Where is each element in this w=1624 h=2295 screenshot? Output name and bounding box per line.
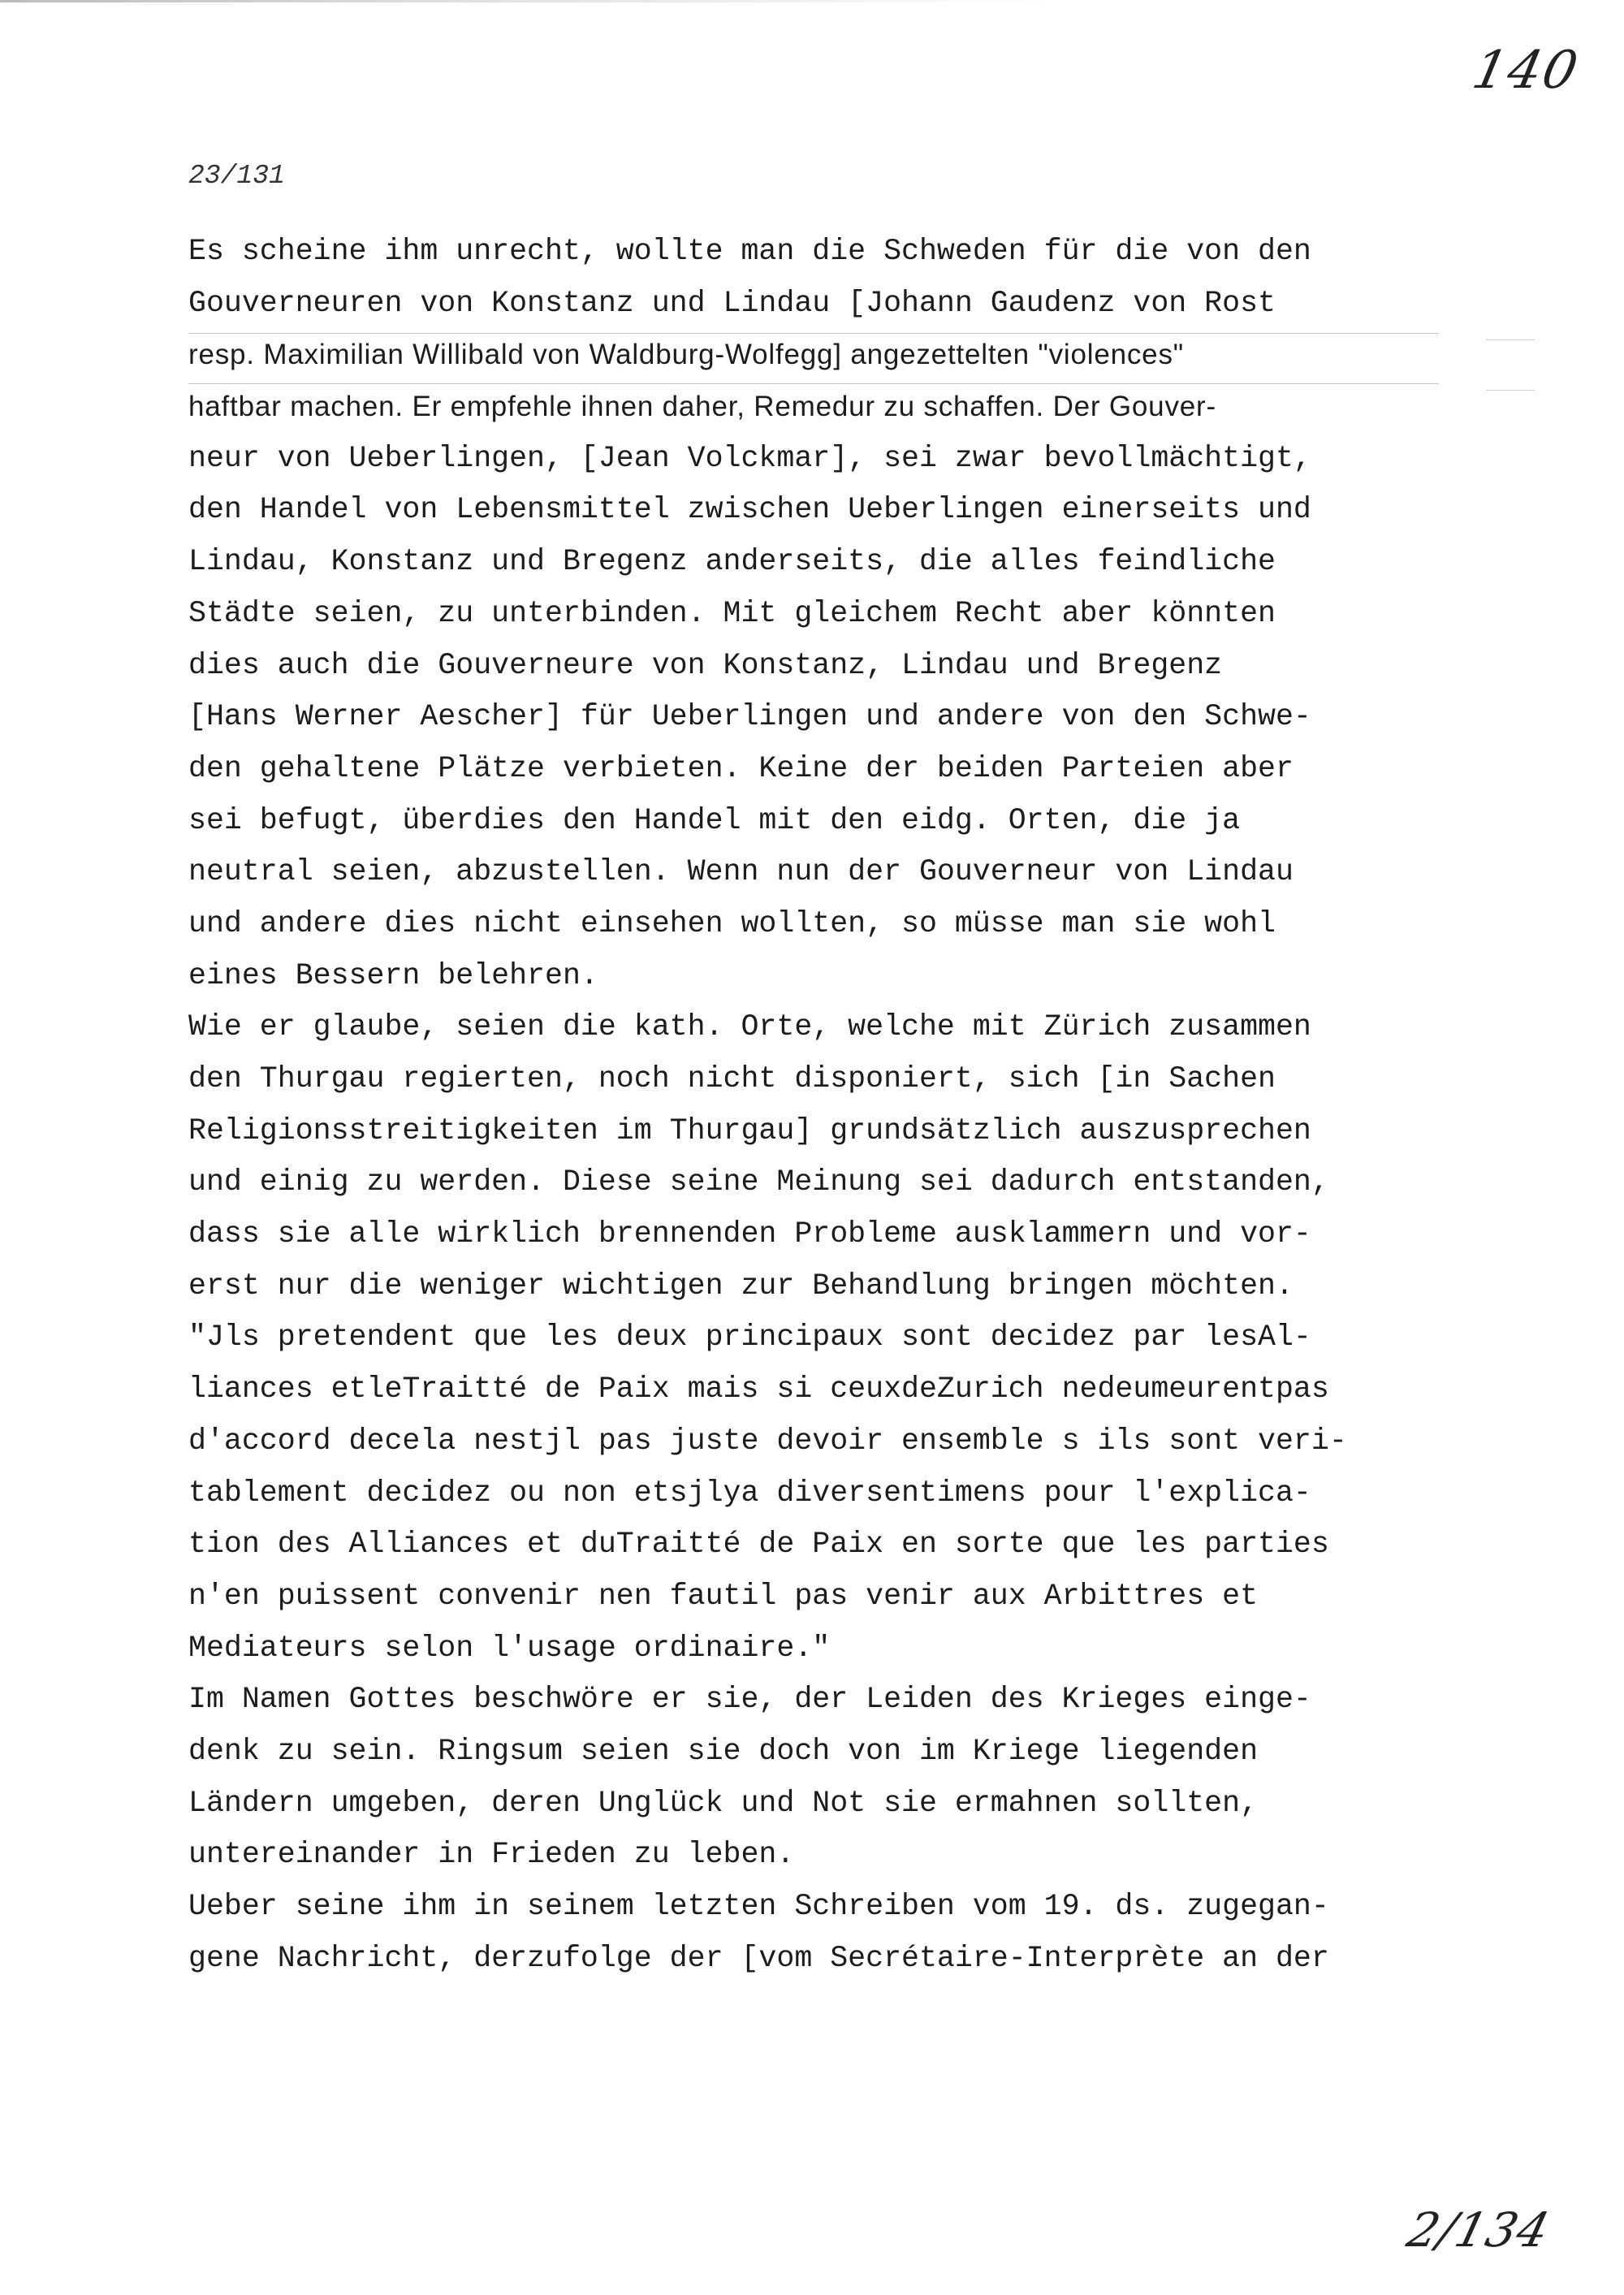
handwritten-page-mark: 2/134 — [1402, 2202, 1556, 2258]
text-line: Mediateurs selon l'usage ordinaire." — [188, 1631, 831, 1665]
text-line: Städte seien, zu unterbinden. Mit gleichem Recht aber könnten — [188, 596, 1276, 630]
text-line: n'en puissent convenir nen fautil pas venir aux Arbittres et — [188, 1579, 1259, 1613]
text-line: liances etleTraitté de Paix mais si ceuxdeZurich nedeumeurentpas — [188, 1372, 1329, 1407]
text-line: Gouverneuren von Konstanz und Lindau [Johann Gaudenz von Rost — [188, 286, 1276, 320]
correction-stroke — [1486, 339, 1535, 340]
text-line: den Thurgau regierten, noch nicht disponiert, sich [in Sachen — [188, 1062, 1276, 1096]
text-line: den Handel von Lebensmittel zwischen Ueberlingen einerseits und — [188, 493, 1311, 527]
text-line: neur von Ueberlingen, [Jean Volckmar], sei zwar bevollmächtigt, — [188, 441, 1311, 475]
text-line: und einig zu werden. Diese seine Meinung sei dadurch entstanden, — [188, 1165, 1329, 1199]
text-line: neutral seien, abzustellen. Wenn nun der Gouverneur von Lindau — [188, 855, 1294, 889]
text-line: dies auch die Gouverneure von Konstanz, Lindau und Bregenz — [188, 648, 1223, 682]
scan-top-edge — [0, 0, 1056, 2]
text-line-retyped: haftbar machen. Er empfehle ihnen daher, Remedur zu schaffen. Der Gouver- — [188, 391, 1216, 423]
text-line: untereinander in Frieden zu leben. — [188, 1838, 795, 1872]
handwritten-folio-number: 140 — [1467, 41, 1585, 101]
text-line-retyped: resp. Maximilian Willibald von Waldburg-Wolfegg] angezettelten "violences" — [188, 339, 1184, 371]
text-line: tablement decidez ou non etsjlya diversentimens pour l'explica- — [188, 1476, 1311, 1510]
text-line: und andere dies nicht einsehen wollten, so müsse man sie wohl — [188, 906, 1276, 940]
text-line: d'accord decela nestjl pas juste devoir ensemble s ils sont veri- — [188, 1424, 1347, 1458]
text-line: gene Nachricht, derzufolge der [vom Secrétaire-Interprète an der — [188, 1941, 1329, 1975]
text-line: eines Bessern belehren. — [188, 958, 598, 992]
text-line: Ländern umgeben, deren Unglück und Not sie ermahnen sollten, — [188, 1786, 1259, 1820]
text-line: [Hans Werner Aescher] für Ueberlingen und andere von den Schwe- — [188, 700, 1311, 734]
correction-stroke — [1486, 390, 1535, 391]
text-line: Wie er glaube, seien die kath. Orte, welche mit Zürich zusammen — [188, 1010, 1311, 1044]
text-line: Religionsstreitigkeiten im Thurgau] grundsätzlich auszusprechen — [188, 1113, 1311, 1148]
text-line: denk zu sein. Ringsum seien sie doch von im Kriege liegenden — [188, 1734, 1259, 1768]
text-line: Lindau, Konstanz und Bregenz anderseits, die alles feindliche — [188, 545, 1276, 579]
text-line: erst nur die weniger wichtigen zur Behandlung bringen möchten. — [188, 1269, 1294, 1303]
document-body — [188, 226, 1479, 1984]
text-line: Ueber seine ihm in seinem letzten Schreiben vom 19. ds. zugegan- — [188, 1890, 1329, 1923]
text-line: Es scheine ihm unrecht, wollte man die Schweden für die von den — [188, 235, 1311, 268]
text-line: tion des Alliances et duTraitté de Paix en sorte que les parties — [188, 1528, 1329, 1562]
text-line: den gehaltene Plätze verbieten. Keine der beiden Parteien aber — [188, 751, 1294, 785]
text-line: sei befugt, überdies den Handel mit den eidg. Orten, die ja — [188, 803, 1241, 837]
text-line: Im Namen Gottes beschwöre er sie, der Leiden des Krieges einge- — [188, 1683, 1311, 1717]
text-line: "Jls pretendent que les deux principaux sont decidez par lesAl- — [188, 1320, 1311, 1355]
document-reference: 23/131 — [188, 161, 285, 191]
text-line: dass sie alle wirklich brennenden Probleme ausklammern und vor- — [188, 1217, 1311, 1251]
